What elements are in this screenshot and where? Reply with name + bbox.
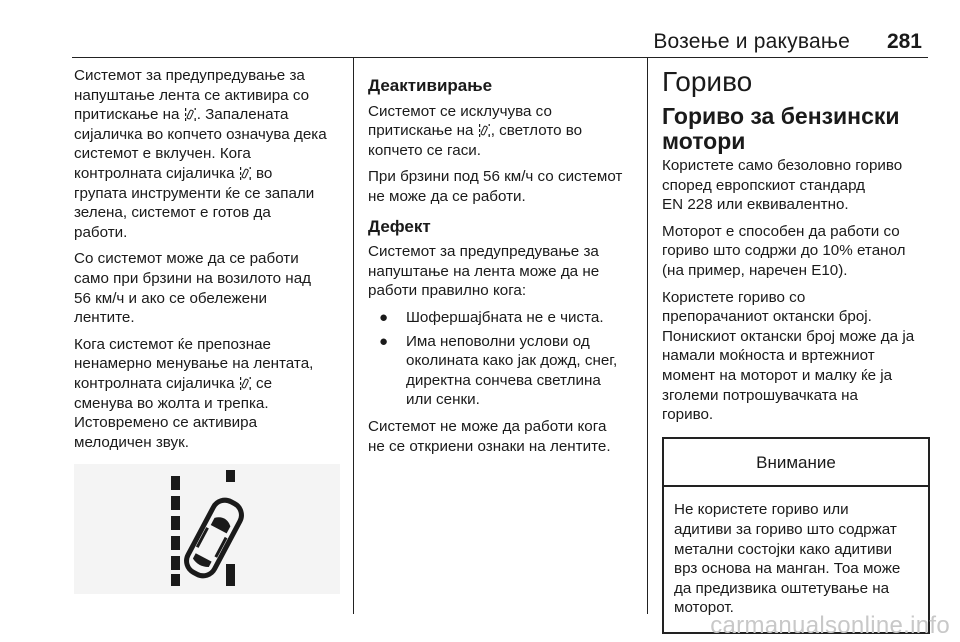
page-number: 281 xyxy=(886,30,922,53)
paragraph-octane: Користете гориво со препорачаниот октански број. Понискиот октански број може да ја намали моќноста и вртежниот момент на моторот и малку ќе ја зголеми потрошувачката на гориво. xyxy=(662,288,915,424)
subheading-petrol-engines: Гориво за бензински мотори xyxy=(662,103,900,154)
list-item: ● Има неповолни услови од околината како јак дожд, снег, директна сончева светлина или сенки. xyxy=(379,332,618,409)
section-title: Возење и ракување xyxy=(653,30,850,53)
paragraph-low-speed: При брзини под 56 км/ч со системот не може да се работи. xyxy=(368,168,623,205)
list-item: ● Шофершајбната не е чиста. xyxy=(379,308,604,326)
warning-box xyxy=(662,437,930,634)
lane-assist-icon xyxy=(185,108,196,121)
heading-fuel: Гориво xyxy=(662,66,753,97)
bullet-icon: ● xyxy=(379,308,389,326)
column-left xyxy=(74,66,344,594)
column-divider-2 xyxy=(647,58,648,614)
warning-body: Не користете гориво или адитиви за гориво што содржат метални состојки како адитиви врз основа на манган. Тоа може да предизвика оштетување на моторот. xyxy=(674,501,901,617)
heading-fault: Дефект xyxy=(368,216,431,236)
paragraph-activation: Системот за предупредување за напуштање лента се активира со притискање на . Запалената сијаличка во копчето означува дека системот е вклучен. Кога контролната сијаличка во групата инструменти ќе се запали зелена, системот е готов да работи. xyxy=(74,67,327,241)
lane-departure-warning-icon xyxy=(74,464,340,594)
header-divider xyxy=(72,57,928,58)
page-header xyxy=(0,0,960,56)
column-middle xyxy=(368,66,638,463)
column-divider-1 xyxy=(353,58,354,614)
paragraph-deactivation: Системот се исклучува со притискање на , светлото во копчето се гаси. xyxy=(368,102,583,159)
lane-departure-figure xyxy=(74,464,340,594)
lane-assist-icon xyxy=(479,124,490,137)
bullet-icon: ● xyxy=(379,332,389,350)
heading-deactivation: Деактивирање xyxy=(368,76,493,95)
watermark: carmanualsonline.info xyxy=(710,612,950,639)
paragraph-speed: Со системот може да се работи само при брзини на возилото над 56 км/ч и ако се обележени лентите. xyxy=(74,250,311,327)
warning-title: Внимание xyxy=(664,439,928,488)
paragraph-ethanol: Моторот е способен да работи со гориво што содржи до 10% етанол (на пример, наречен E10). xyxy=(662,222,906,279)
paragraph-unleaded: Користете само безоловно гориво според европскиот стандард EN 228 или еквивалентно. xyxy=(662,157,903,214)
fault-conditions-list xyxy=(368,308,638,410)
lane-assist-icon xyxy=(240,377,251,390)
column-right xyxy=(662,66,930,634)
paragraph-fault-intro: Системот за предупредување за напуштање на лента може да не работи правилно кога: xyxy=(368,243,600,300)
paragraph-no-markings: Системот не може да работи кога не се откриени ознаки на лентите. xyxy=(368,417,611,455)
lane-assist-icon xyxy=(240,167,251,180)
paragraph-detection: Кога системот ќе препознае ненамерно менување на лентата, контролната сијаличка се сменува во жолта и трепка. Истовремено се активира мелодичен звук. xyxy=(74,335,314,451)
